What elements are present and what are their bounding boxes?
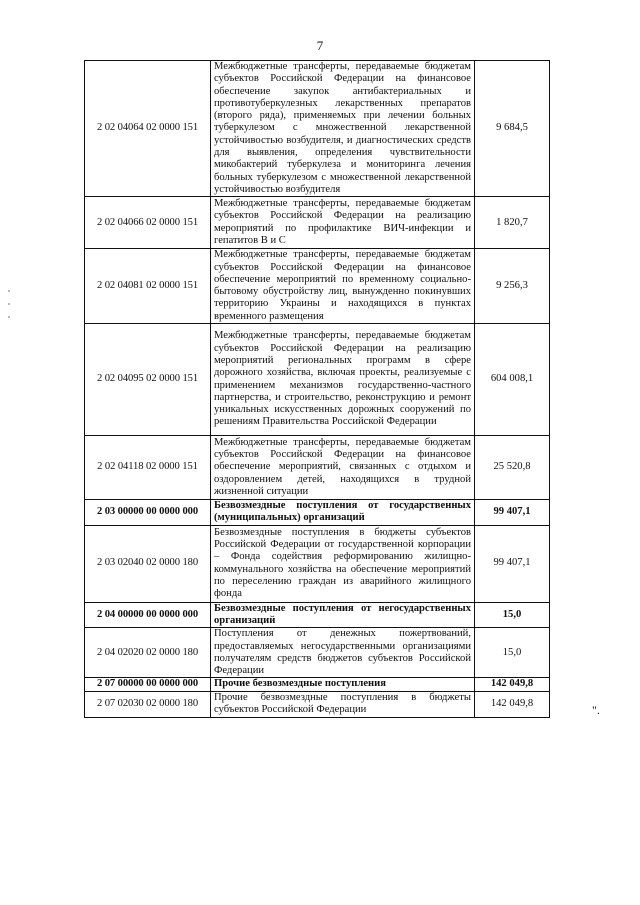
amount-cell: 1 820,7 bbox=[475, 197, 550, 249]
budget-code-cell: 2 04 02020 02 0000 180 bbox=[85, 628, 211, 678]
amount-cell: 9 256,3 bbox=[475, 249, 550, 324]
scan-artifact bbox=[8, 303, 10, 305]
description-cell: Безвозмездные поступления в бюджеты субъектов Российской Федерации от государственной корпорации – Фонда содействия реформированию жилищно-коммунального хозяйства на обеспечение мероприятий по переселению граждан из аварийного жилищного фонда bbox=[211, 525, 475, 602]
budget-code-cell: 2 02 04066 02 0000 151 bbox=[85, 197, 211, 249]
amount-cell: 15,0 bbox=[475, 628, 550, 678]
budget-code-cell: 2 07 00000 00 0000 000 bbox=[85, 678, 211, 691]
budget-code-cell: 2 03 02040 02 0000 180 bbox=[85, 525, 211, 602]
table-row bbox=[85, 249, 550, 324]
table-row bbox=[85, 628, 550, 678]
table-row bbox=[85, 602, 550, 628]
description-cell: Межбюджетные трансферты, передаваемые бюджетам субъектов Российской Федерации на реализацию мероприятий региональных программ в сфере дорожного хозяйства, включая проекты, реализуемые с применением механизмов государственно-частного партнерства, и строительство, реконструкцию и ремонт уникальных искусственных дорожных сооружений по решениям Правительства Российской Федерации bbox=[211, 324, 475, 436]
table-row bbox=[85, 61, 550, 197]
amount-cell: 142 049,8 bbox=[475, 678, 550, 691]
budget-code-cell: 2 03 00000 00 0000 000 bbox=[85, 500, 211, 526]
amount-cell: 99 407,1 bbox=[475, 500, 550, 526]
description-cell: Межбюджетные трансферты, передаваемые бюджетам субъектов Российской Федерации на реализацию мероприятий по профилактике ВИЧ-инфекции и гепатитов B и C bbox=[211, 197, 475, 249]
description-cell: Поступления от денежных пожертвований, предоставляемых негосударственными организациями получателям средств бюджетов субъектов Российской Федерации bbox=[211, 628, 475, 678]
amount-cell: 9 684,5 bbox=[475, 61, 550, 197]
table-row bbox=[85, 525, 550, 602]
description-cell: Межбюджетные трансферты, передаваемые бюджетам субъектов Российской Федерации на финансовое обеспечение закупок антибактериальных и противотуберкулезных лекарственных препаратов (второго ряда), применяемых при лечении больных туберкулезом с множественной лекарственной устойчивостью возбудителя, и диагностических средств для выявления, определения чувствительности микобактерий туберкулеза и мониторинга лечения больных туберкулезом с множественной лекарственной устойчивостью возбудителя bbox=[211, 61, 475, 197]
table-row bbox=[85, 324, 550, 436]
budget-code-cell: 2 02 04081 02 0000 151 bbox=[85, 249, 211, 324]
description-cell: Безвозмездные поступления от государственных (муниципальных) организаций bbox=[211, 500, 475, 526]
amount-cell: 142 049,8 bbox=[475, 691, 550, 717]
budget-code-cell: 2 02 04118 02 0000 151 bbox=[85, 436, 211, 500]
amount-cell: 99 407,1 bbox=[475, 525, 550, 602]
amount-cell: 604 008,1 bbox=[475, 324, 550, 436]
table-row bbox=[85, 691, 550, 717]
description-cell: Прочие безвозмездные поступления в бюджеты субъектов Российской Федерации bbox=[211, 691, 475, 717]
budget-code-cell: 2 02 04095 02 0000 151 bbox=[85, 324, 211, 436]
table-row bbox=[85, 500, 550, 526]
description-cell: Прочие безвозмездные поступления bbox=[211, 678, 475, 691]
table-row bbox=[85, 197, 550, 249]
closing-quote-mark: ". bbox=[592, 703, 600, 717]
table-row bbox=[85, 436, 550, 500]
description-cell: Межбюджетные трансферты, передаваемые бюджетам субъектов Российской Федерации на финансовое обеспечение мероприятий по временному социально-бытовому обустройству лиц, вынужденно покинувших территорию Украины и находящихся в пунктах временного размещения bbox=[211, 249, 475, 324]
scan-artifact bbox=[8, 316, 10, 318]
amount-cell: 15,0 bbox=[475, 602, 550, 628]
page-number: 7 bbox=[316, 38, 324, 53]
budget-code-cell: 2 02 04064 02 0000 151 bbox=[85, 61, 211, 197]
scan-artifact bbox=[8, 290, 10, 292]
amount-cell: 25 520,8 bbox=[475, 436, 550, 500]
table-row bbox=[85, 678, 550, 691]
budget-code-cell: 2 07 02030 02 0000 180 bbox=[85, 691, 211, 717]
description-cell: Безвозмездные поступления от негосударственных организаций bbox=[211, 602, 475, 628]
description-cell: Межбюджетные трансферты, передаваемые бюджетам субъектов Российской Федерации на финансовое обеспечение мероприятий, связанных с отдыхом и оздоровлением детей, находящихся в трудной жизненной ситуации bbox=[211, 436, 475, 500]
budget-code-cell: 2 04 00000 00 0000 000 bbox=[85, 602, 211, 628]
revenue-table bbox=[84, 60, 550, 718]
